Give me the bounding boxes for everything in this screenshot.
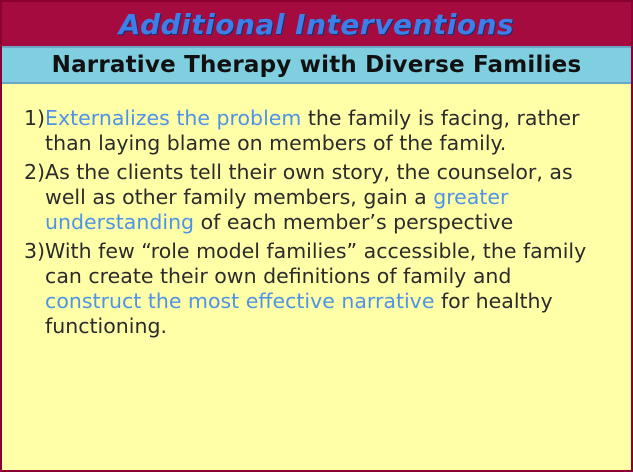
list-item-marker: 2) bbox=[24, 160, 46, 184]
list-item-body: the family is facing, rather than laying blame on members of the family. bbox=[45, 106, 580, 155]
slide-body bbox=[2, 84, 631, 339]
list-item-text bbox=[45, 106, 613, 156]
slide-subtitle-bar bbox=[2, 46, 631, 84]
slide-subtitle: Narrative Therapy with Diverse Families bbox=[51, 52, 582, 78]
list-item-highlight: Externalizes the problem bbox=[45, 106, 302, 130]
list-item-body-after: for healthy functioning. bbox=[45, 289, 553, 338]
list-item bbox=[24, 106, 613, 156]
list-item-marker: 1) bbox=[24, 106, 46, 130]
list-item bbox=[24, 160, 613, 235]
list-item-body-before: With few “role model families” accessible, the family can create their own definitions of family and bbox=[45, 239, 587, 288]
page-title: Additional Interventions bbox=[118, 7, 515, 41]
list-item-highlight: construct the most effective narrative bbox=[45, 289, 435, 313]
list-item-marker: 3) bbox=[24, 239, 46, 263]
list-item-text bbox=[45, 160, 613, 235]
list-item-highlight: greater understanding bbox=[45, 185, 509, 234]
list-item-body-before: As the clients tell their own story, the counselor, as well as other family members, gain a bbox=[45, 160, 573, 209]
list-item-body-after: of each member’s perspective bbox=[194, 210, 514, 234]
slide-title-bar bbox=[2, 2, 631, 46]
list-item bbox=[24, 239, 613, 339]
list-item-text bbox=[45, 239, 613, 339]
